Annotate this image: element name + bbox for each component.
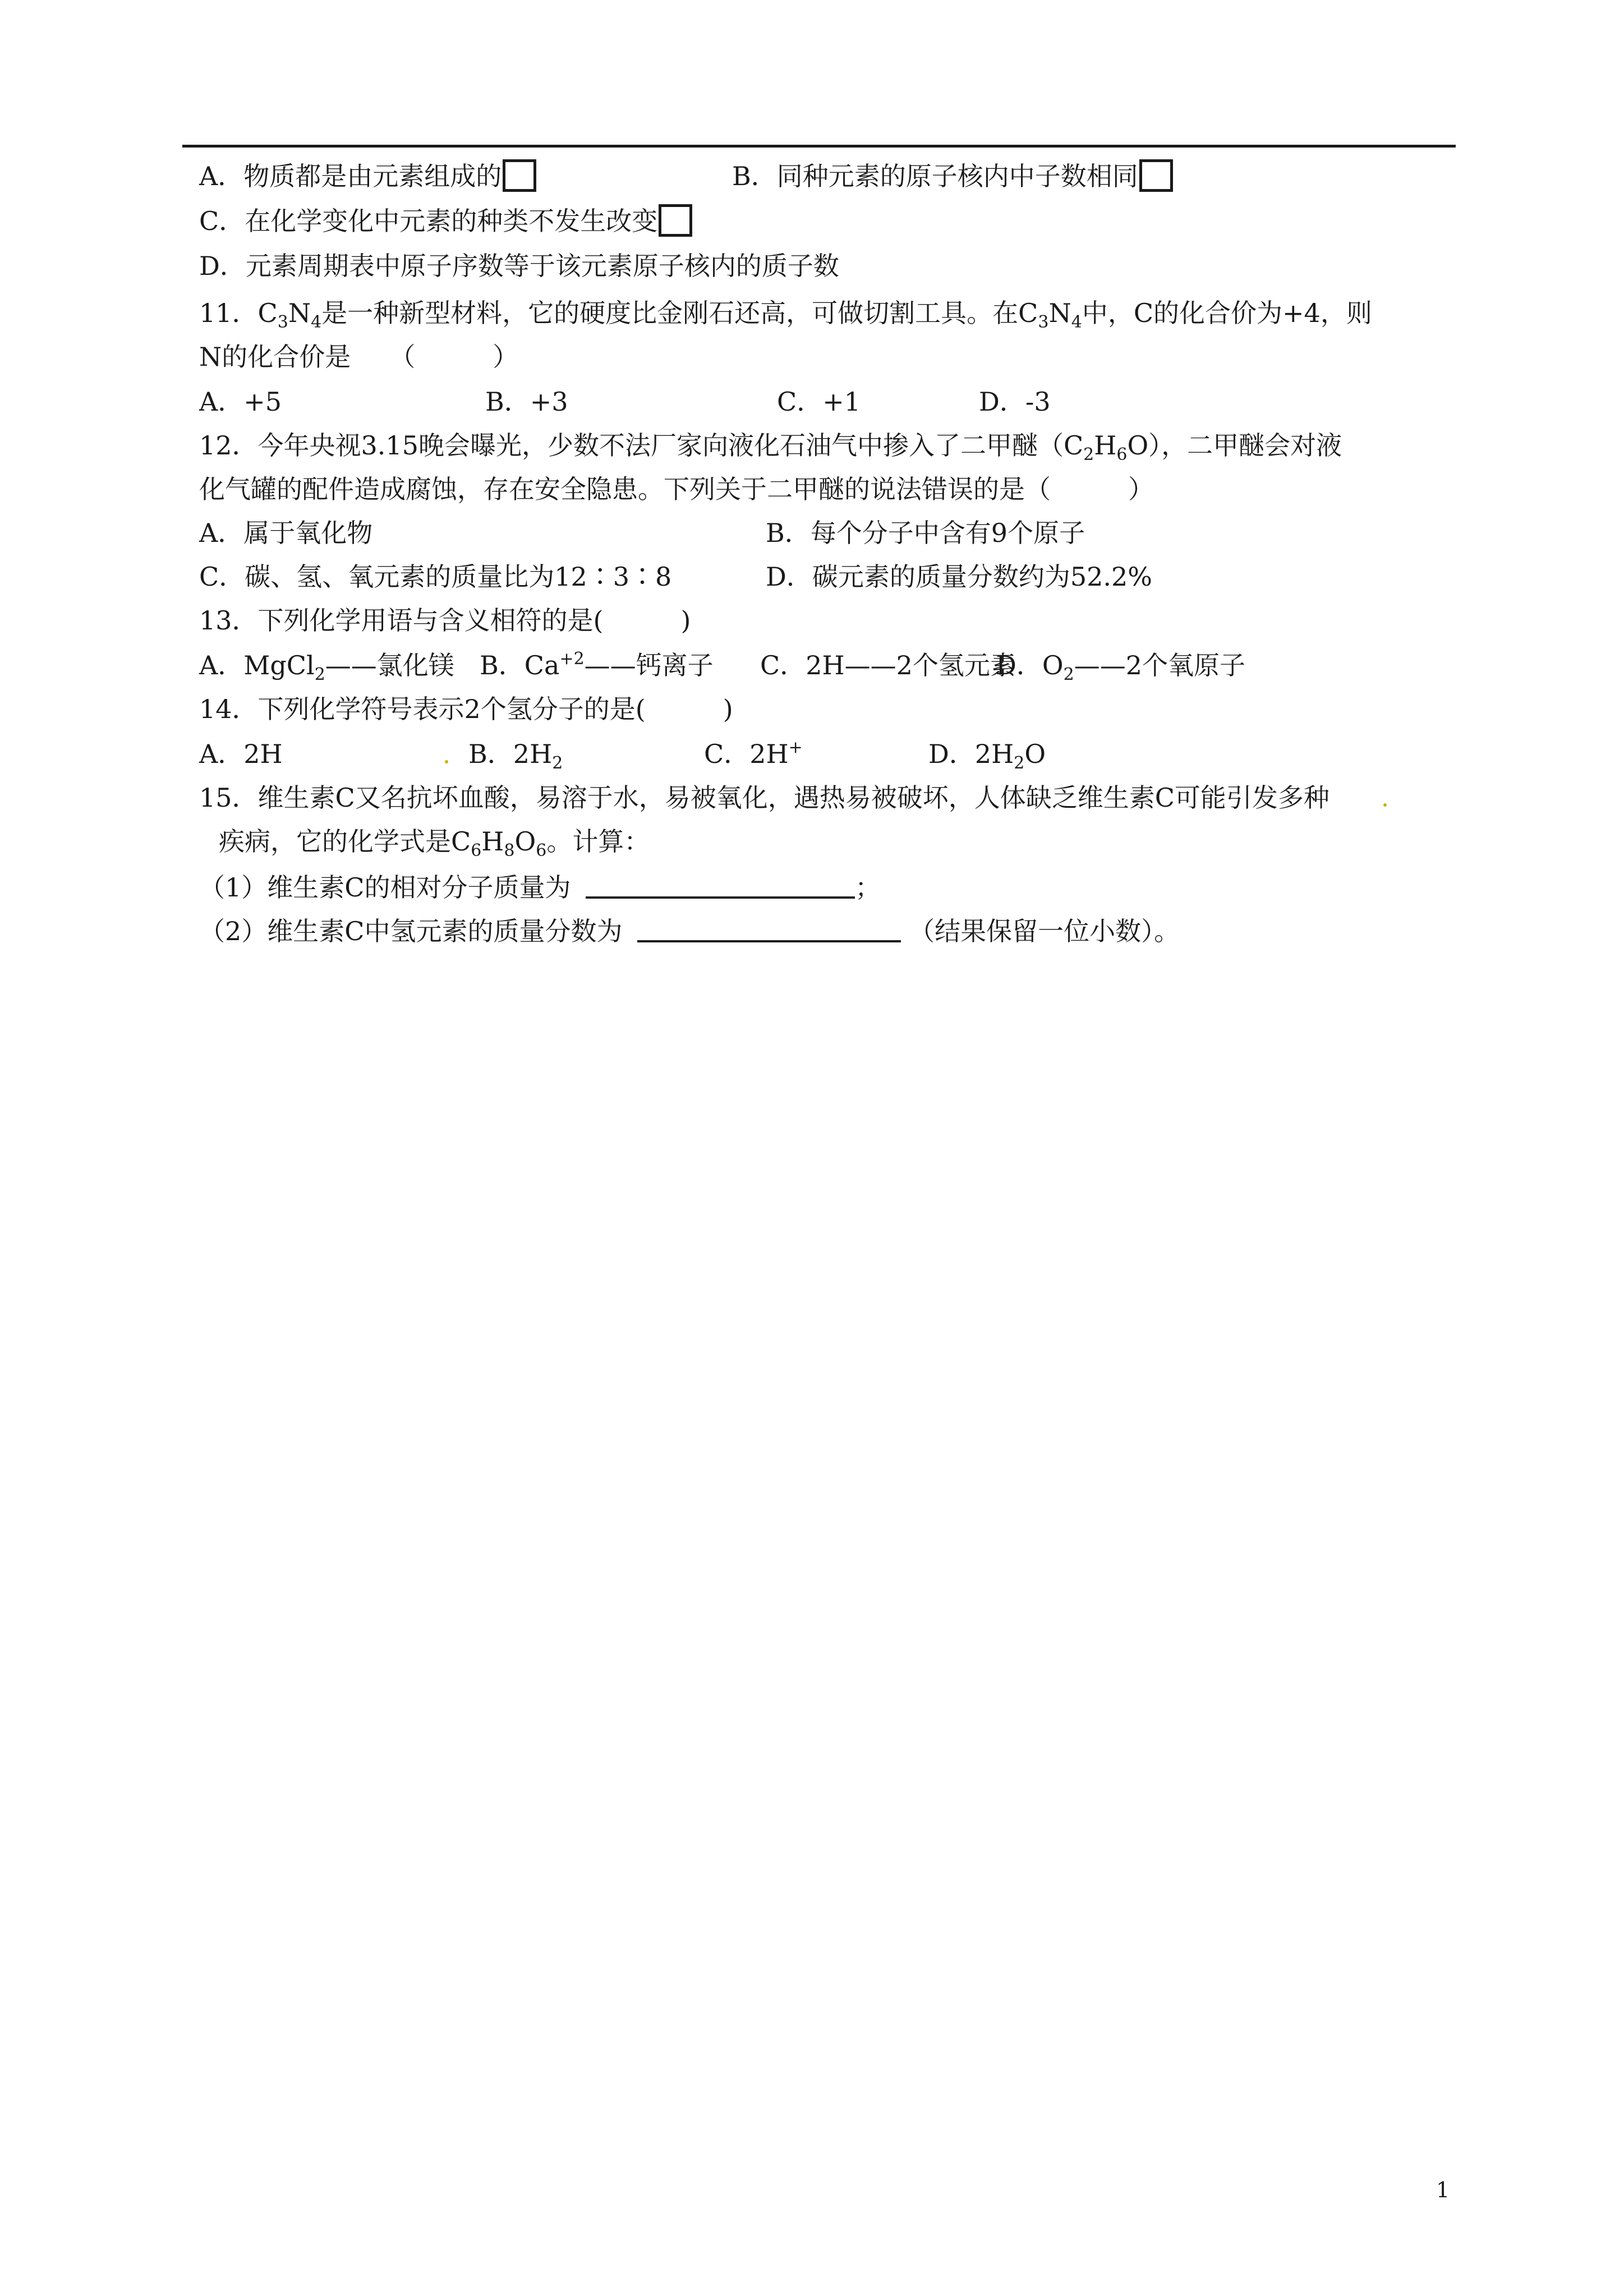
q14-option-c: C．2H+ <box>704 738 803 769</box>
answer-blank-2[interactable] <box>637 912 901 942</box>
q15-stem-line2: 疾病，它的化学式是$C_6H_8O_6$。计算： <box>219 826 650 861</box>
q11-option-a: A．+5 <box>199 386 282 417</box>
q15-subquestion-2: （2）维生素C中氢元素的质量分数为 （结果保留一位小数）。 <box>199 912 1180 948</box>
q13-option-d: D．$O_2——2$个氧原子 <box>996 650 1245 684</box>
stray-dot <box>445 760 448 763</box>
answer-box <box>503 159 536 192</box>
q12-option-b: B．每个分子中含有9个原子 <box>766 518 1085 548</box>
answer-box <box>1139 159 1173 192</box>
q13-stem: 13．下列化学用语与含义相符的是( ) <box>199 605 691 636</box>
q12-stem-line2: 化气罐的配件造成腐蚀，存在安全隐患。下列关于二甲醚的说法错误的是（ ） <box>199 474 1154 504</box>
q14-option-a: A．2H <box>199 739 283 769</box>
answer-blank-1[interactable] <box>586 868 855 899</box>
q11-option-c: C．+1 <box>777 386 861 417</box>
q10-option-d <box>199 249 839 283</box>
answer-box <box>659 204 692 237</box>
header-rule <box>182 145 1456 148</box>
q14-option-b: B．$2H_2$ <box>468 739 563 773</box>
q12-stem-line1: 12．今年央视3.15晚会曝光，少数不法厂家向液化石油气中掺入了二甲醚$(C_2H_6O)$，二甲醚会对液 <box>199 430 1342 464</box>
q14-option-d: D．$2H_2O$ <box>928 739 1046 773</box>
q13-option-b: B．$Ca^{+2}——$钙离子 <box>480 649 714 680</box>
q13-option-c: C．2H——2个氢元素 <box>760 650 1016 680</box>
q11-stem-line2: N的化合价是 （ ） <box>199 342 519 372</box>
q15-subquestion-1: （1）维生素C的相对分子质量为 ； <box>199 868 881 904</box>
q11-stem-line1: 11．$C_3N_4$是一种新型材料，它的硬度比金刚石还高，可做切割工具。在$C_3N_4$中，C的化合价为+4，则 <box>199 298 1372 332</box>
q12-option-c: C．碳、氢、氧元素的质量比为12∶3∶8 <box>199 562 672 592</box>
page-number: 1 <box>1436 2178 1450 2202</box>
q13-option-a: A．MgCl$_2$——氯化镁 <box>199 650 454 684</box>
q11-option-d: D．-3 <box>979 386 1051 417</box>
stray-dot <box>1383 803 1387 807</box>
q10-option-c: C．在化学变化中元素的种类不发生改变 <box>199 204 692 238</box>
q10-option-d-text: D．元素周期表中原子序数等于该元素原子核内的质子数 <box>199 251 839 281</box>
q12-option-d: D．碳元素的质量分数约为52.2% <box>766 562 1153 592</box>
q12-option-a: A．属于氧化物 <box>199 518 373 548</box>
q14-stem: 14．下列化学符号表示2个氢分子的是( ) <box>199 694 733 724</box>
q15-stem-line1: 15．维生素C又名抗坏血酸，易溶于水，易被氧化，遇热易被破坏，人体缺乏维生素C可能引发多种 <box>199 783 1329 813</box>
q11-option-b: B．+3 <box>485 386 568 417</box>
q10-option-b: B．同种元素的原子核内中子数相同 <box>732 159 1173 193</box>
q10-option-a: A．物质都是由元素组成的 <box>199 159 536 193</box>
